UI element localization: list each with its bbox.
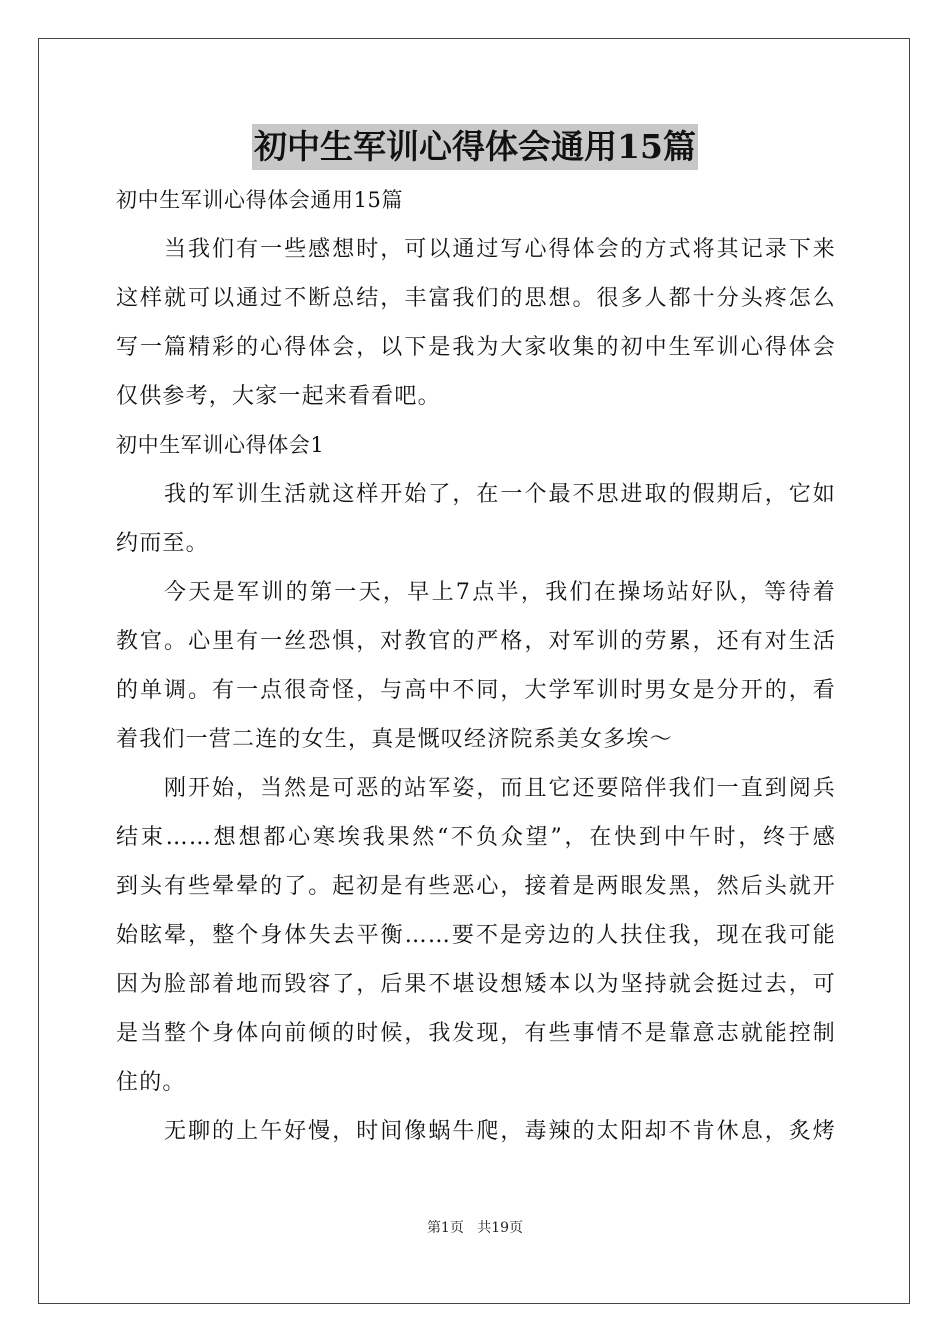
paragraph-line: 无聊的上午好慢，时间像蜗牛爬，毒辣的太阳却不肯休息，炙烤 (164, 1119, 836, 1144)
document-body (116, 176, 836, 1156)
paragraph-line: 住的。 (116, 1070, 186, 1095)
paragraph-line: 始眩晕，整个身体失去平衡……要不是旁边的人扶住我，现在我可能 (116, 923, 836, 948)
subtitle-line: 初中生军训心得体会通用15篇 (116, 188, 404, 212)
paragraph-line: 是当整个身体向前倾的时候，我发现，有些事情不是靠意志就能控制 (116, 1021, 836, 1046)
paragraph-line: 的单调。有一点很奇怪，与高中不同，大学军训时男女是分开的，看 (116, 678, 836, 703)
paragraph-line: 到头有些晕晕的了。起初是有些恶心，接着是两眼发黑，然后头就开 (116, 874, 836, 899)
paragraph-line: 今天是军训的第一天，早上7点半，我们在操场站好队，等待着 (164, 580, 836, 605)
paragraph-line: 刚开始，当然是可恶的站军姿，而且它还要陪伴我们一直到阅兵 (164, 776, 836, 801)
paragraph-line: 结束……想想都心寒埃我果然“不负众望”，在快到中午时，终于感 (116, 825, 836, 850)
page-number: 第1页 (426, 1220, 464, 1236)
paragraph-line: 这样就可以通过不断总结，丰富我们的思想。很多人都十分头疼怎么 (116, 286, 836, 311)
page-total: 共19页 (477, 1220, 524, 1236)
section-heading: 初中生军训心得体会1 (116, 433, 325, 457)
page-footer (0, 1218, 950, 1238)
paragraph-line: 当我们有一些感想时，可以通过写心得体会的方式将其记录下来 (164, 237, 836, 262)
paragraph-line: 着我们一营二连的女生，真是慨叹经济院系美女多埃～ (116, 727, 673, 752)
paragraph-line: 教官。心里有一丝恐惧，对教官的严格，对军训的劳累，还有对生活 (116, 629, 836, 654)
paragraph-line: 仅供参考，大家一起来看看吧。 (116, 384, 441, 409)
title-wrap (0, 124, 950, 170)
paragraph-line: 因为脸部着地而毁容了，后果不堪设想矮本以为坚持就会挺过去，可 (116, 972, 836, 997)
document-title: 初中生军训心得体会通用15篇 (252, 124, 698, 170)
paragraph-line: 约而至。 (116, 531, 209, 556)
paragraph-line: 我的军训生活就这样开始了，在一个最不思进取的假期后，它如 (164, 482, 836, 507)
paragraph-line: 写一篇精彩的心得体会，以下是我为大家收集的初中生军训心得体会 (116, 335, 836, 360)
